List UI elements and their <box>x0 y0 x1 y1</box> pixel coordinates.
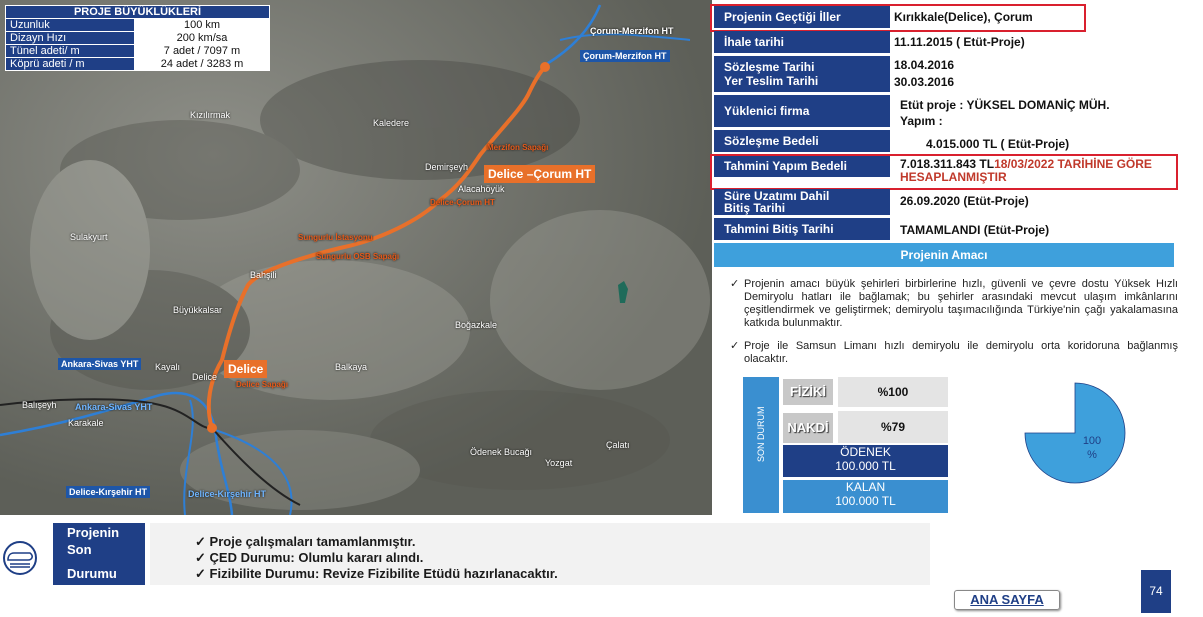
map-label-sungurlu-istasyonu: Sungurlu İstasyonu <box>298 233 373 242</box>
progress-pie-chart <box>1020 378 1130 488</box>
map-label-bahsili: Bahşili <box>250 270 277 280</box>
size-row <box>6 32 270 45</box>
info-value-contract-date: 18.04.2016 <box>894 58 955 72</box>
fiziki-value: %100 <box>838 377 948 407</box>
info-key-contract-price: Sözleşme Bedeli <box>714 130 890 152</box>
highlight-box-estimated-cost <box>710 154 1178 190</box>
nakdi-value: %79 <box>838 411 948 443</box>
size-value: 200 km/sa <box>135 32 270 45</box>
purpose-text: Proje ile Samsun Limanı hızlı demiryolu ile demiryolu orta koridoruna bağlanmış olacaktır. <box>744 340 1178 365</box>
check-icon: ✓ <box>195 534 206 549</box>
highlight-box-provinces <box>710 4 1086 32</box>
info-key-contractor: Yüklenici firma <box>714 95 890 127</box>
purpose-text: Projenin amacı büyük şehirleri birbirlerine hızlı, güvenli ve çevre dostu Yüksek Hızlı Demiryolu hatları ile bağlamak; bu şehirler arasındaki mevcut ulaşım imkânlarını çeşitlendirmek ve geliştirmek; demiryolu taşımacılığında Türkiye'nin çağı yakalamasına katkıda bulunmaktır. <box>744 278 1178 329</box>
station-corum-merzifon: Çorum-Merzifon HT <box>580 50 670 62</box>
check-icon: ✓ <box>195 550 206 565</box>
info-value-provinces: Kırıkkale(Delice), Çorum <box>894 10 1033 24</box>
status-text: Fizibilite Durumu: Revize Fizibilite Etüdü hazırlanacaktır. <box>209 566 558 581</box>
size-row <box>6 58 270 71</box>
estimated-cost-amount: 7.018.311.843 TL <box>900 157 995 171</box>
info-value-tender-date: 11.11.2015 ( Etüt-Proje) <box>894 35 1025 49</box>
map-label-merzifon-sapagi: Merzifon Sapağı <box>487 143 549 152</box>
map-label-sulakyurt: Sulakyurt <box>70 232 108 242</box>
train-icon <box>0 540 42 576</box>
info-value-construction: Yapım : <box>900 114 943 128</box>
odenek-label: ÖDENEK <box>840 445 891 459</box>
station-delice-corum: Delice –Çorum HT <box>484 165 595 183</box>
size-row <box>6 45 270 58</box>
station-delice-kirsehir-2: Delice-Kırşehir HT <box>188 489 267 499</box>
status-box-line: Son <box>67 542 92 557</box>
info-value-end-date: 26.09.2020 (Etüt-Proje) <box>900 194 1029 208</box>
info-value-site-delivery-date: 30.03.2016 <box>894 75 955 89</box>
map-label-balseyh: Balışeyh <box>22 400 57 410</box>
map-label-odenek-bucagi: Ödenek Bucağı <box>470 447 533 457</box>
info-key-contract-dates <box>714 56 890 92</box>
son-durum-label <box>756 436 766 462</box>
station-ankara-sivas: Ankara-Sivas YHT <box>58 358 141 370</box>
status-box-line: Durumu <box>67 566 117 581</box>
status-line <box>195 566 558 582</box>
map-label-kaledere: Kaledere <box>373 118 410 128</box>
size-key: Dizayn Hızı <box>6 32 135 45</box>
map-label-karakale: Karakale <box>68 418 104 428</box>
status-line <box>195 534 415 550</box>
project-size-table <box>5 5 270 71</box>
info-key-provinces: Projenin Geçtiği İller <box>714 6 890 28</box>
home-link[interactable]: ANA SAYFA <box>954 590 1060 610</box>
status-box-line: Projenin <box>67 525 120 540</box>
size-value: 7 adet / 7097 m <box>135 45 270 58</box>
project-status-box <box>53 523 145 585</box>
size-table-title: PROJE BÜYÜKLÜKLERİ <box>6 6 270 19</box>
status-line <box>195 550 423 566</box>
size-value: 100 km <box>135 19 270 32</box>
info-value-contractor: Etüt proje : YÜKSEL DOMANİÇ MÜH. <box>900 98 1110 112</box>
kalan-label: KALAN <box>845 480 886 494</box>
info-value-estimated-end: TAMAMLANDI (Etüt-Proje) <box>900 223 1050 237</box>
size-key: Tünel adeti/ m <box>6 45 135 58</box>
map-label-delice-town: Delice <box>192 372 218 382</box>
status-text: ÇED Durumu: Olumlu kararı alındı. <box>209 550 424 565</box>
route-map <box>0 0 712 515</box>
odenek-box <box>783 445 948 477</box>
kalan-box <box>783 480 948 513</box>
odenek-value: 100.000 TL <box>835 459 896 473</box>
map-label-buyukkalsar: Büyükkalsar <box>173 305 223 315</box>
info-key-estimated-end: Tahmini Bitiş Tarihi <box>714 218 890 240</box>
size-key: Köprü adeti / m <box>6 58 135 71</box>
size-key: Uzunluk <box>6 19 135 32</box>
map-label-celati: Çalatı <box>606 440 630 450</box>
info-key-extension: Süre Uzatımı Dahil <box>724 189 830 203</box>
info-key-end-date <box>714 189 890 215</box>
pie-unit: % <box>1087 449 1097 461</box>
map-label-delice-sapagi: Delice Sapağı <box>236 380 289 389</box>
nakdi-label: NAKDİ <box>783 413 833 443</box>
map-label-bogazkale: Boğazkale <box>455 320 498 330</box>
info-key-tender-date: İhale tarihi <box>714 31 890 53</box>
check-icon: ✓ <box>195 566 206 581</box>
info-key-estimated-cost: Tahmini Yapım Bedeli <box>714 155 890 177</box>
page-number: 74 <box>1141 570 1171 613</box>
purpose-bullet <box>730 278 1178 330</box>
map-label-demirseyh: Demirşeyh <box>425 162 469 172</box>
status-text: Proje çalışmaları tamamlanmıştır. <box>209 534 416 549</box>
pie-label: 100 <box>1082 435 1102 447</box>
purpose-bullet <box>730 340 1178 366</box>
info-key-contract-date: Sözleşme Tarihi <box>724 60 815 74</box>
map-label-kizilirmak: Kızılırmak <box>190 110 231 120</box>
check-icon: ✓ <box>730 340 740 352</box>
map-label-delice-corum-small: Delice-Çorum HT <box>430 198 495 207</box>
map-label-sungurlu-osb: Sungurlu OSB Sapağı <box>316 252 400 261</box>
map-label-corum-merzifon-top: Çorum-Merzifon HT <box>590 26 674 36</box>
pie-slice <box>1025 383 1125 483</box>
info-key-end: Bitiş Tarihi <box>724 201 786 215</box>
size-value: 24 adet / 3283 m <box>135 58 270 71</box>
info-value-contract-price: 4.015.000 TL ( Etüt-Proje) <box>926 137 1070 151</box>
info-key-site-delivery-date: Yer Teslim Tarihi <box>724 74 819 88</box>
station-delice-kirsehir: Delice-Kırşehir HT <box>66 486 150 498</box>
map-label-yozgat: Yozgat <box>545 458 573 468</box>
map-label-balkaya: Balkaya <box>335 362 368 372</box>
map-label-kayali: Kayalı <box>155 362 181 372</box>
fiziki-label: FİZİKİ <box>783 379 833 405</box>
project-purpose-header: Projenin Amacı <box>714 243 1174 267</box>
kalan-value: 100.000 TL <box>835 494 896 508</box>
check-icon: ✓ <box>730 278 740 290</box>
estimated-cost-note: 18/03/2022 TARİHİNE GÖRE HESAPLANMIŞTIR <box>900 157 1152 184</box>
map-label-alacahoyuk: Alacahöyük <box>458 184 505 194</box>
station-delice: Delice <box>224 360 267 378</box>
size-row <box>6 19 270 32</box>
station-ankara-sivas-small: Ankara-Sivas YHT <box>75 402 153 412</box>
